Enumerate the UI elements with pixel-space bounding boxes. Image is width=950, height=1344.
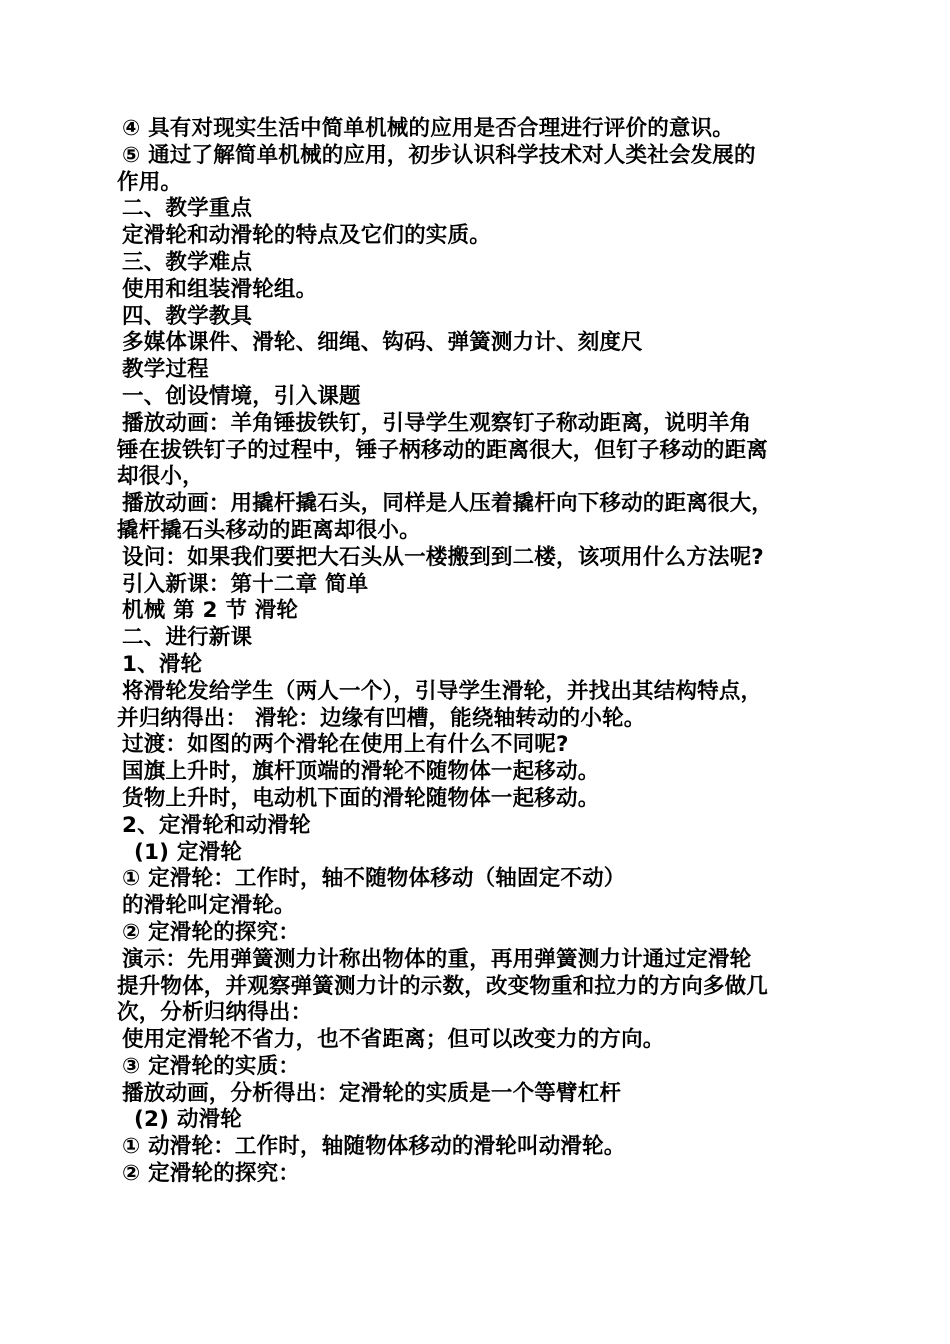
text-line: 使用和组装滑轮组。 — [122, 276, 318, 302]
subsection-heading: (1) 定滑轮 — [134, 839, 242, 865]
text-line: 定滑轮和动滑轮的特点及它们的实质。 — [122, 223, 491, 249]
text-line: 播放动画：用撬杆撬石头，同样是人压着撬杆向下移动的距离很大， — [122, 491, 774, 517]
text-line: 过渡：如图的两个滑轮在使用上有什么不同呢? — [122, 732, 569, 758]
text-line: 货物上升时，电动机下面的滑轮随物体一起移动。 — [122, 785, 600, 811]
subsection-heading: (2) 动滑轮 — [134, 1107, 242, 1133]
document-page — [117, 116, 842, 1188]
text-line: 演示：先用弹簧测力计称出物体的重，再用弹簧测力计通过定滑轮 — [122, 946, 752, 972]
text-line: 机械 第 2 节 滑轮 — [122, 598, 299, 624]
text-line: 撬杆撬石头移动的距离却很小。 — [117, 517, 421, 543]
section-heading: 二、教学重点 — [122, 196, 253, 222]
text-line: 的滑轮叫定滑轮。 — [122, 893, 296, 919]
text-line: 作用。 — [117, 169, 183, 195]
text-line: 将滑轮发给学生（两人一个），引导学生滑轮，并找出其结构特点， — [122, 678, 763, 704]
text-line: 设问：如果我们要把大石头从一楼搬到到二楼，该项用什么方法呢? — [122, 544, 764, 570]
text-line: ② 定滑轮的探究： — [122, 1161, 300, 1187]
text-line: 播放动画：羊角锤拔铁钉，引导学生观察钉子称动距离，说明羊角 — [122, 410, 752, 436]
text-line: ⑤ 通过了解简单机械的应用，初步认识科学技术对人类社会发展的 — [122, 142, 756, 168]
text-line: 锤在拔铁钉子的过程中，锤子柄移动的距离很大，但钉子移动的距离 — [117, 437, 769, 463]
text-line: 提升物体，并观察弹簧测力计的示数，改变物重和拉力的方向多做几 — [117, 973, 769, 999]
text-line: 使用定滑轮不省力，也不省距离；但可以改变力的方向。 — [122, 1027, 665, 1053]
section-heading: 二、进行新课 — [122, 625, 253, 651]
text-line: 多媒体课件、滑轮、细绳、钩码、弹簧测力计、刻度尺 — [122, 330, 643, 356]
section-heading: 一、创设情境，引入课题 — [122, 383, 361, 409]
text-line: 却很小， — [117, 464, 204, 490]
subsection-heading: 2、定滑轮和动滑轮 — [122, 812, 311, 838]
section-heading: 四、教学教具 — [122, 303, 253, 329]
text-line: ① 定滑轮：工作时，轴不随物体移动（轴固定不动） — [122, 866, 626, 892]
text-line: 引入新课：第十二章 简单 — [122, 571, 369, 597]
text-line: ① 动滑轮：工作时，轴随物体移动的滑轮叫动滑轮。 — [122, 1134, 626, 1160]
text-line: 次，分析归纳得出： — [117, 1000, 313, 1026]
text-line: 播放动画，分析得出：定滑轮的实质是一个等臂杠杆 — [122, 1080, 622, 1106]
subsection-heading: 1、滑轮 — [122, 651, 203, 677]
text-line: 国旗上升时，旗杆顶端的滑轮不随物体一起移动。 — [122, 759, 600, 785]
text-line: ③ 定滑轮的实质： — [122, 1053, 300, 1079]
text-line: ② 定滑轮的探究： — [122, 919, 300, 945]
text-line: ④ 具有对现实生活中简单机械的应用是否合理进行评价的意识。 — [122, 116, 734, 141]
section-heading: 三、教学难点 — [122, 249, 253, 275]
text-line: 并归纳得出： 滑轮：边缘有凹槽，能绕轴转动的小轮。 — [117, 705, 646, 731]
section-heading: 教学过程 — [122, 357, 209, 383]
